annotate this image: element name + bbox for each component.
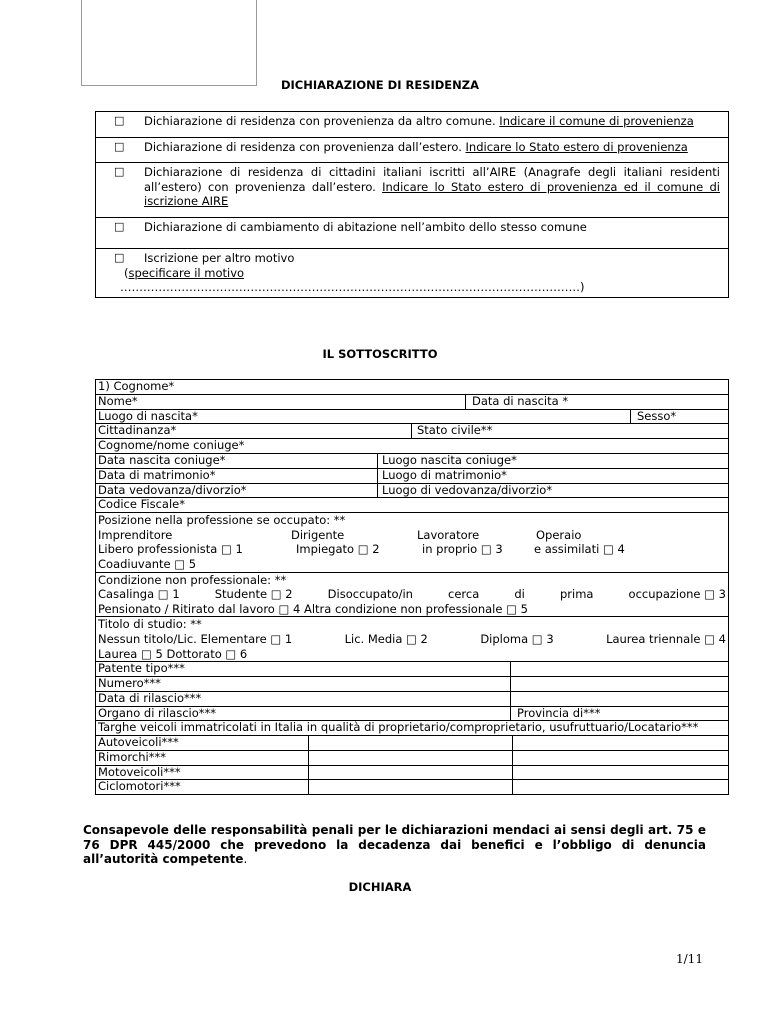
ciclomotori-field[interactable]: Ciclomotori*** [98, 779, 181, 794]
ciclomotori-extra[interactable] [512, 780, 728, 794]
choice-text: Iscrizione per altro motivo [144, 251, 295, 265]
luogo-nascita-coniuge-field[interactable]: Luogo nascita coniuge* [377, 454, 728, 468]
patente-value[interactable] [510, 662, 728, 676]
cond-option[interactable]: Studente □ 2 [214, 587, 293, 602]
codice-fiscale-field[interactable]: Codice Fiscale* [98, 497, 185, 512]
coniuge-field[interactable]: Cognome/nome coniuge* [98, 438, 245, 453]
choice-text: Dichiarazione di residenza con provenienza dall’estero. [144, 139, 466, 154]
condizione-title: Condizione non professionale: ** [98, 572, 287, 587]
data-nascita-coniuge-field[interactable]: Data nascita coniuge* [98, 452, 226, 467]
dichiara-title: DICHIARA [348, 880, 412, 894]
nome-field[interactable]: Nome* [98, 393, 138, 408]
rimorchi-extra[interactable] [512, 751, 728, 765]
luogo-nascita-field[interactable]: Luogo di nascita* [98, 408, 198, 423]
prof-option[interactable]: Coadiuvante □ 5 [98, 556, 197, 571]
checkbox[interactable]: □ [114, 114, 125, 127]
cittadinanza-field[interactable]: Cittadinanza* [98, 423, 177, 438]
section-title: IL SOTTOSCRITTO [322, 347, 438, 361]
choice-link: Indicare lo Stato estero di provenienza ed il comune di iscrizione AIRE [144, 179, 720, 208]
checkbox[interactable]: □ [114, 251, 125, 264]
cond-option[interactable]: Pensionato / Ritirato dal lavoro □ 4 Altra condizione non professionale □ 5 [98, 601, 528, 616]
checkbox[interactable]: □ [114, 139, 125, 153]
studio-option[interactable]: Laurea triennale □ 4 [606, 631, 726, 646]
professione-section [96, 513, 728, 572]
prof-option[interactable]: Impiegato □ 2 [296, 542, 380, 557]
choice-item[interactable] [96, 112, 728, 138]
motoveicoli-extra[interactable] [512, 766, 728, 780]
sesso-field[interactable]: Sesso* [630, 410, 728, 424]
motoveicoli-value[interactable] [308, 766, 512, 780]
choice-table [95, 111, 729, 298]
warning-text: Consapevole delle responsabilità penali per le dichiarazioni mendaci ai sensi degli art. 75 e 76 DPR 445/2000 che prevedono la decadenza dai benefici e l’obbligo di denuncia all’autorità competente [83, 823, 706, 867]
autoveicoli-value[interactable] [308, 736, 512, 750]
data-rilascio-field[interactable]: Data di rilascio*** [98, 690, 202, 705]
studio-option[interactable]: Nessun titolo/Lic. Elementare □ 1 [98, 631, 293, 646]
choice-item[interactable] [96, 163, 728, 218]
cond-option[interactable]: Disoccupato/in [327, 587, 413, 602]
data-vedovanza-field[interactable]: Data vedovanza/divorzio* [98, 482, 247, 497]
numero-field[interactable]: Numero*** [98, 675, 161, 690]
prof-label: Dirigente [291, 527, 345, 542]
studio-section [96, 617, 728, 662]
cond-option: di [514, 587, 525, 602]
motoveicoli-field[interactable]: Motoveicoli*** [98, 764, 181, 779]
targhe-label: Targhe veicoli immatricolati in Italia in qualità di proprietario/comproprietario, usufruttuario/Locatario*** [98, 720, 699, 735]
condizione-section [96, 573, 728, 618]
prof-option[interactable]: e assimilati □ 4 [534, 542, 625, 557]
cognome-field[interactable]: 1) Cognome* [98, 379, 175, 393]
dotted-line[interactable]: …………………………………………………………………………………………………………) [120, 280, 585, 294]
cond-option[interactable]: occupazione □ 3 [628, 587, 726, 602]
numero-value[interactable] [510, 677, 728, 691]
prof-option[interactable]: in proprio □ 3 [422, 542, 503, 557]
choice-item[interactable] [96, 249, 728, 297]
studio-option[interactable]: Lic. Media □ 2 [344, 631, 428, 646]
luogo-vedovanza-field[interactable]: Luogo di vedovanza/divorzio* [377, 484, 728, 498]
prof-label: Operaio [536, 527, 582, 542]
stato-civile-field[interactable]: Stato civile** [411, 424, 728, 438]
data-rilascio-value[interactable] [510, 692, 728, 706]
personal-data-table [95, 379, 729, 795]
cond-option: prima [559, 587, 594, 602]
provincia-field[interactable]: Provincia di*** [510, 707, 728, 721]
studio-option[interactable]: Diploma □ 3 [480, 631, 554, 646]
choice-item[interactable] [96, 218, 728, 250]
choice-text: Dichiarazione di residenza di cittadini italiani iscritti all’AIRE (Anagrafe degli italiani residenti all’estero) con provenienza dall’estero. [144, 165, 720, 194]
choice-link: Indicare lo Stato estero di provenienza [465, 139, 688, 154]
prof-label: Imprenditore [98, 527, 173, 542]
rimorchi-field[interactable]: Rimorchi*** [98, 749, 166, 764]
choice-item[interactable] [96, 138, 728, 164]
organo-rilascio-field[interactable]: Organo di rilascio*** [98, 705, 217, 720]
data-matrimonio-field[interactable]: Data di matrimonio* [98, 467, 216, 482]
autoveicoli-field[interactable]: Autoveicoli*** [98, 735, 179, 750]
choice-link: Indicare il comune di provenienza [499, 114, 694, 128]
luogo-matrimonio-field[interactable]: Luogo di matrimonio* [377, 469, 728, 483]
rimorchi-value[interactable] [308, 751, 512, 765]
cond-option: cerca [448, 587, 480, 602]
cond-option[interactable]: Casalinga □ 1 [98, 587, 180, 602]
page-number: 1/11 [676, 952, 703, 966]
prof-option[interactable]: Libero professionista □ 1 [98, 542, 243, 557]
studio-option[interactable]: Laurea □ 5 Dottorato □ 6 [98, 646, 248, 661]
data-nascita-field[interactable]: Data di nascita * [465, 395, 728, 409]
prof-label: Lavoratore [417, 527, 480, 542]
choice-text: Dichiarazione di cambiamento di abitazione nell’ambito dello stesso comune [144, 219, 587, 234]
autoveicoli-extra[interactable] [512, 736, 728, 750]
checkbox[interactable]: □ [114, 219, 125, 233]
ciclomotori-value[interactable] [308, 780, 512, 794]
choice-link: specificare il motivo [128, 265, 245, 280]
stamp-box [81, 0, 257, 86]
legal-warning [83, 823, 706, 867]
patente-field[interactable]: Patente tipo*** [98, 661, 185, 676]
studio-title: Titolo di studio: ** [98, 617, 202, 632]
warning-end: . [243, 852, 248, 867]
checkbox[interactable]: □ [114, 165, 125, 178]
page-title: DICHIARAZIONE DI RESIDENZA [280, 78, 480, 92]
paren: ( [124, 265, 129, 280]
professione-title: Posizione nella professione se occupato: ** [98, 513, 346, 528]
choice-text: Dichiarazione di residenza con provenienza da altro comune. [144, 114, 500, 128]
